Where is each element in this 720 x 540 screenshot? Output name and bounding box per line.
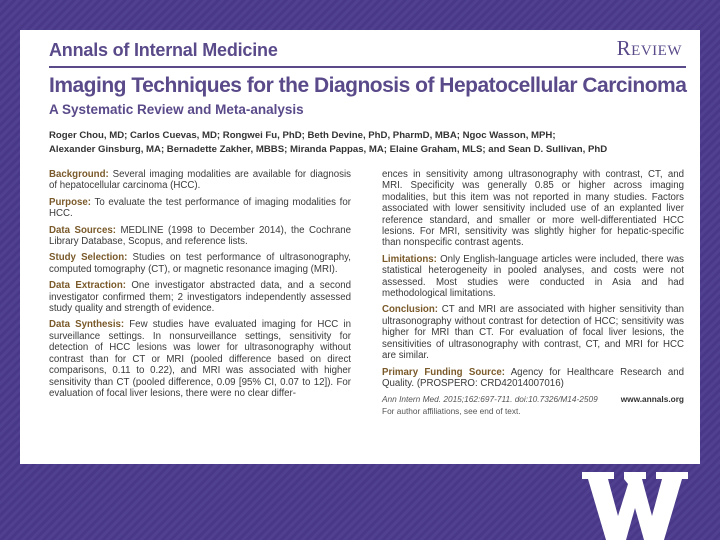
section-heading: Study Selection: [49,252,128,264]
header-rule [49,66,686,68]
university-w-logo-icon [580,466,690,540]
section-text: One investigator abstracted data, and a second investigator confirmed them; 2 investigators independently assessed study quality and strength of evidence. [49,280,351,315]
section-text: Agency for Healthcare Research and Quality. (PROSPERO: CRD42014007016) [382,366,684,389]
section-heading: Primary Funding Source: [382,366,505,378]
abstract-section [49,280,351,314]
section-heading: Limitations: [382,253,437,265]
section-heading: Purpose: [49,196,91,208]
article-page [20,30,700,464]
section-heading: Conclusion: [382,304,438,316]
abstract-section [382,367,684,390]
affiliations-note: For author affiliations, see end of text. [382,405,521,416]
continued-text: ences in sensitivity among ultrasonography with contrast, CT, and MRI. Specificity was generally 0.85 or higher across imaging modalities, but this item was not reported in many studies. Factors associated with lower sensitivity included use of an explanted liver reference standard, and smaller or more well-differentiated HCC lesions. For MRI, sensitivity was slightly higher for hepatic-specific than nonspecific contrast agents. [382,169,684,249]
w-logo-shape [582,472,688,540]
section-label: Review [616,36,682,60]
section-text: Studies on test performance of ultrasonography, computed tomography (CT), or magnetic resonance imaging (MRI). [49,252,351,275]
article-title: Imaging Techniques for the Diagnosis of Hepatocellular Carcinoma [49,74,687,97]
section-text: Several imaging modalities are available for diagnosis of hepatocellular carcinoma (HCC). [49,169,351,192]
abstract-section [49,252,351,275]
article-subtitle: A Systematic Review and Meta-analysis [49,102,304,117]
section-heading: Data Synthesis: [49,319,125,331]
section-text: To evaluate the test performance of imaging modalities for HCC. [49,196,351,220]
journal-name: Annals of Internal Medicine [49,40,278,60]
abstract-section [49,169,351,192]
abstract-section [49,197,351,220]
abstract-section [49,319,351,399]
section-text: CT and MRI are associated with higher sensitivity than ultrasonography without contrast for detection of HCC; sensitivity was higher for MRI than CT. For evaluation of focal liver lesions, the sensitivities of ultrasonography with contrast, CT, and MRI for HCC are similar. [382,304,684,362]
abstract-section [382,304,684,361]
authors-line-2: Alexander Ginsburg, MA; Bernadette Zakher, MBBS; Miranda Pappas, MA; Elaine Graham, MLS; and Sean D. Sullivan, PhD [49,144,608,155]
section-heading: Data Extraction: [49,280,126,292]
section-heading: Data Sources: [49,224,116,236]
abstract-right-column [382,169,684,417]
section-heading: Background: [49,169,109,180]
citation-line [382,394,684,405]
abstract-section [49,225,351,248]
section-text: Only English-language articles were included, there was statistical heterogeneity in pooled analyses, and costs were not assessed. Most studies were conducted in Asia and had methodological limitations. [382,253,684,300]
abstract-section [382,254,684,300]
authors-line-1: Roger Chou, MD; Carlos Cuevas, MD; Rongwei Fu, PhD; Beth Devine, PhD, PharmD, MBA; Ngoc Wasson, MPH; [49,130,556,141]
citation: Ann Intern Med. 2015;162:697-711. doi:10.7326/M14-2509 [382,394,598,405]
author-list [49,129,689,157]
website-link[interactable]: www.annals.org [620,394,684,405]
abstract-left-column [49,169,351,404]
section-text: Few studies have evaluated imaging for HCC in surveillance settings. In nonsurveillance settings, sensitivity for detection of HCC lesions was lower for ultrasonography without contrast than for CT or MRI (pooled difference based on direct comparisons, 0.11 to 0.22), and MRI was associated with higher sensitivity than CT (pooled difference, 0.09 [95% CI, 0.07 to 12]). For evaluation of focal liver lesions, there were no clear differ- [49,319,351,399]
section-text: MEDLINE (1998 to December 2014), the Cochrane Library Database, Scopus, and reference lists. [49,224,351,248]
